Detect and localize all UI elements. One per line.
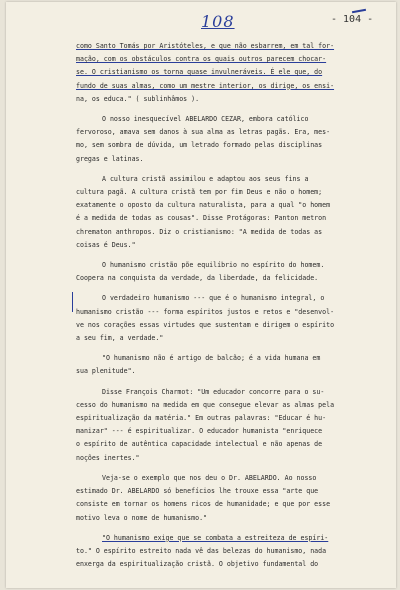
text-line: ve nos corações essas virtudes que sustentam e dirigem o espírito <box>76 320 335 329</box>
margin-ink-line <box>72 292 73 312</box>
text-line: O nosso inesquecível ABELARDO CEZAR, embora católico <box>102 115 309 124</box>
text-line: a seu fim, a verdade." <box>76 334 164 343</box>
text-line: gregas e latinas. <box>76 154 144 163</box>
paragraph <box>76 173 400 252</box>
text-line: mo, sem sombra de dúvida, um letrado formado pelas disciplinas <box>76 141 323 150</box>
text-line: mação, com os obstáculos contra os quais outros parecem chocar- <box>76 55 327 64</box>
text-line: Coopera na conquista da verdade, da liberdade, da felicidade. <box>76 274 319 283</box>
paragraph <box>76 40 400 106</box>
text-line: como Santo Tomás por Aristóteles, e que não esbarrem, em tal for- <box>76 42 335 50</box>
text-line: noções inertes." <box>76 453 140 462</box>
text-line: Veja-se o exemplo que nos deu o Dr. ABELARDO. Ao nosso <box>102 473 317 482</box>
ink-mark <box>352 9 366 13</box>
text-line: "O humanismo exige que se combata a estreiteza de espíri- <box>102 533 329 542</box>
text-line: é a medida de todas as cousas". Disse Protágoras: Panton metron <box>76 214 327 223</box>
handwritten-page-number: 108 <box>201 12 235 31</box>
text-line: estimado Dr. ABELARDO só benefícios lhe trouxe essa "arte que <box>76 487 319 496</box>
text-line: exatamente o oposto da cultura naturalista, para a qual "o homem <box>76 201 331 210</box>
text-line: O verdadeiro humanismo --- que é o humanismo integral, o <box>102 294 325 303</box>
typed-page-number: - 104 - <box>331 14 374 25</box>
text-line: chrematon anthropos. Diz o cristianismo: "A medida de todas as <box>76 227 323 236</box>
text-line: enxerga da espiritualização cristã. O objetivo fundamental do <box>76 560 319 569</box>
text-line: motivo leva o nome de humanismo." <box>76 513 208 522</box>
text-line: consiste em tornar os homens ricos de humanidade; e que por esse <box>76 500 331 509</box>
paragraph <box>76 113 400 166</box>
text-line: na, os educa." ( sublinhâmos ). <box>76 94 200 103</box>
text-line: humanismo cristão --- forma espíritos justos e retos e "desenvol- <box>76 307 335 316</box>
paragraph <box>76 532 400 572</box>
text-line: o espírito de autêntica capacidade intelectual e não apenas de <box>76 440 323 449</box>
text-line: coisas é Deus." <box>76 240 136 249</box>
text-line: to." O espírito estreito nada vê das belezas do humanismo, nada <box>76 546 327 555</box>
text-line: "O humanismo não é artigo de balcão; é a vida humana em <box>102 354 321 363</box>
paragraph <box>76 352 400 378</box>
document-page <box>6 2 396 588</box>
text-line: A cultura cristã assimilou e adaptou aos seus fins a <box>102 174 309 183</box>
paragraph <box>76 386 400 465</box>
text-line: fundo de suas almas, como um mestre interior, os dirige, os ensi- <box>76 81 335 90</box>
text-line: O humanismo cristão põe equilíbrio no espírito do homem. <box>102 261 325 270</box>
paragraph <box>76 292 400 345</box>
paragraph <box>76 259 400 285</box>
text-line: se. O cristianismo os torna quase invulneráveis. É ele que, do <box>76 68 323 77</box>
text-line: espiritualização da matéria." Em outras palavras: "Educar é hu- <box>76 414 327 423</box>
text-line: sua plenitude". <box>76 367 136 376</box>
text-line: cesso do humanismo na medida em que consegue elevar as almas pela <box>76 400 335 409</box>
text-line: cultura pagã. A cultura cristã tem por fim Deus e não o homem; <box>76 188 323 197</box>
typed-body-text <box>76 40 400 578</box>
paragraph <box>76 472 400 525</box>
text-line: manizar" --- é espiritualizar. O educador humanista "enriquece <box>76 427 323 436</box>
text-line: Disse François Charmot: "Um educador concorre para o su- <box>102 387 325 396</box>
text-line: fervoroso, amava sem danos à sua alma as letras pagãs. Era, mes- <box>76 128 331 137</box>
